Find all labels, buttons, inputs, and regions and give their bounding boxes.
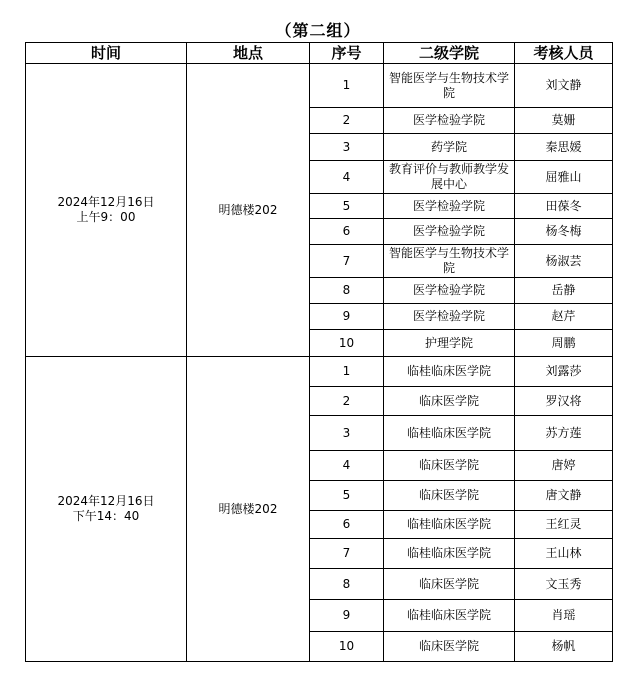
- row-college: 临床医学院: [384, 632, 515, 662]
- session-location: 明德楼202: [187, 357, 310, 662]
- header-number: 序号: [310, 43, 384, 64]
- row-number: 9: [310, 304, 384, 330]
- row-number: 2: [310, 387, 384, 416]
- header-location: 地点: [187, 43, 310, 64]
- row-college: 临桂临床医学院: [384, 511, 515, 539]
- row-number: 10: [310, 330, 384, 357]
- header-time: 时间: [26, 43, 187, 64]
- row-examiner: 秦思媛: [515, 134, 613, 161]
- table-header-row: [26, 43, 613, 64]
- row-college: 医学检验学院: [384, 219, 515, 245]
- row-examiner: 刘文静: [515, 64, 613, 108]
- row-examiner: 罗汉将: [515, 387, 613, 416]
- row-examiner: 王红灵: [515, 511, 613, 539]
- row-number: 5: [310, 481, 384, 511]
- row-examiner: 杨冬梅: [515, 219, 613, 245]
- row-number: 2: [310, 108, 384, 134]
- row-college: 智能医学与生物技术学院: [384, 64, 515, 108]
- row-number: 1: [310, 357, 384, 387]
- row-number: 6: [310, 511, 384, 539]
- page-title: （第二组）: [275, 21, 361, 40]
- row-college: 护理学院: [384, 330, 515, 357]
- table-row: [26, 357, 613, 387]
- row-college: 临床医学院: [384, 387, 515, 416]
- row-number: 3: [310, 416, 384, 451]
- session-location: 明德楼202: [187, 64, 310, 357]
- row-examiner: 赵芹: [515, 304, 613, 330]
- row-number: 4: [310, 161, 384, 194]
- row-number: 4: [310, 451, 384, 481]
- row-examiner: 苏方莲: [515, 416, 613, 451]
- header-college: 二级学院: [384, 43, 515, 64]
- schedule-table: [25, 42, 613, 662]
- row-college: 医学检验学院: [384, 108, 515, 134]
- row-college: 医学检验学院: [384, 304, 515, 330]
- row-college: 临桂临床医学院: [384, 539, 515, 569]
- row-examiner: 唐婷: [515, 451, 613, 481]
- row-college: 临床医学院: [384, 481, 515, 511]
- table-body: [26, 64, 613, 662]
- row-college: 临桂临床医学院: [384, 600, 515, 632]
- row-examiner: 杨帆: [515, 632, 613, 662]
- row-examiner: 莫姗: [515, 108, 613, 134]
- row-college: 临床医学院: [384, 451, 515, 481]
- row-number: 7: [310, 245, 384, 278]
- row-number: 10: [310, 632, 384, 662]
- row-examiner: 唐文静: [515, 481, 613, 511]
- row-college: 智能医学与生物技术学院: [384, 245, 515, 278]
- row-college: 临桂临床医学院: [384, 357, 515, 387]
- row-examiner: 岳静: [515, 278, 613, 304]
- session-date: 2024年12月16日: [57, 195, 155, 209]
- row-college: 药学院: [384, 134, 515, 161]
- row-number: 7: [310, 539, 384, 569]
- row-number: 8: [310, 569, 384, 600]
- row-college: 临桂临床医学院: [384, 416, 515, 451]
- table-row: [26, 64, 613, 108]
- session-time-cell: [26, 64, 187, 357]
- header-examiner: 考核人员: [515, 43, 613, 64]
- row-examiner: 杨淑芸: [515, 245, 613, 278]
- row-number: 9: [310, 600, 384, 632]
- session-date: 2024年12月16日: [57, 494, 155, 508]
- row-number: 6: [310, 219, 384, 245]
- row-college: 医学检验学院: [384, 278, 515, 304]
- row-examiner: 王山林: [515, 539, 613, 569]
- row-number: 8: [310, 278, 384, 304]
- session-time-cell: [26, 357, 187, 662]
- row-examiner: 文玉秀: [515, 569, 613, 600]
- row-examiner: 肖瑶: [515, 600, 613, 632]
- row-college: 教育评价与教师教学发展中心: [384, 161, 515, 194]
- row-college: 医学检验学院: [384, 194, 515, 219]
- row-number: 3: [310, 134, 384, 161]
- row-number: 1: [310, 64, 384, 108]
- session-time: 下午14：40: [72, 509, 140, 523]
- row-examiner: 周鹏: [515, 330, 613, 357]
- row-number: 5: [310, 194, 384, 219]
- session-time: 上午9：00: [76, 210, 136, 224]
- row-examiner: 屈雅山: [515, 161, 613, 194]
- row-college: 临床医学院: [384, 569, 515, 600]
- row-examiner: 刘露莎: [515, 357, 613, 387]
- row-examiner: 田葆冬: [515, 194, 613, 219]
